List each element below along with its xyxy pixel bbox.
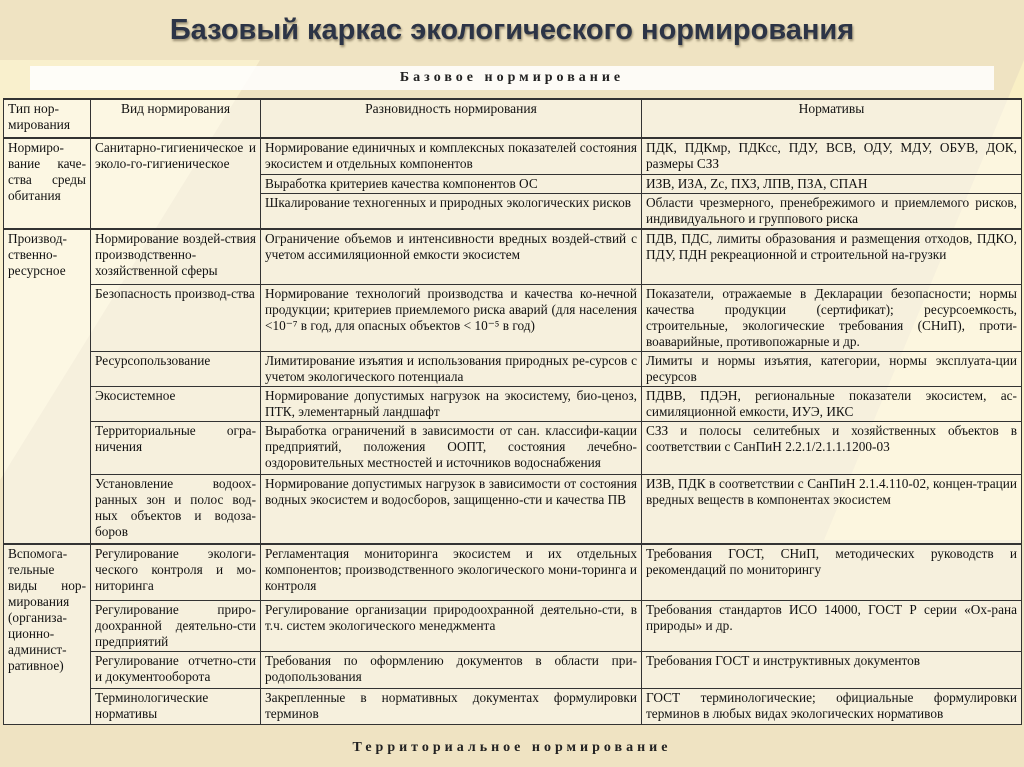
next-section-label: Территориальное нормирование [352,740,672,755]
table-row [4,688,1022,724]
cell-normalization-kind: Безопасность производ-ства [91,284,261,351]
cell-normalization-kind: Регулирование отчетно-сти и документооборота [91,651,261,688]
cell-norms: Показатели, отражаемые в Декларации безопасности; нормы качества продукции (сертификат); ресурсоемкость, строительные, экологические требования (СНиП), проти-воаварийные, противопожарные и др. [642,284,1022,351]
table-row [4,229,1022,284]
cell-normalization-variety: Нормирование единичных и комплексных показателей состояния экосистем и отдельных компонентов [261,138,642,174]
cell-norms: ПДВ, ПДС, лимиты образования и размещения отходов, ПДКО, ПДУ, ПДН рекреационной и строительной на-грузки [642,229,1022,284]
header-type: Тип нор-мирования [4,99,91,138]
table-row [4,651,1022,688]
cell-normalization-variety: Регламентация мониторинга экосистем и их отдельных компонентов; производственного экологического мони-торинга и контроля [261,544,642,600]
cell-normalization-kind: Терминологические нормативы [91,688,261,724]
cell-normalization-variety: Регулирование организации природоохранной деятельно-сти, в т.ч. систем экологического менеджмента [261,600,642,651]
cell-norms: ПДК, ПДКмр, ПДКсс, ПДУ, ВСВ, ОДУ, МДУ, ОБУВ, ДОК, размеры СЗЗ [642,138,1022,174]
table-header-row [4,99,1022,138]
cell-normalization-variety: Выработка ограничений в зависимости от сан. классифи-кации предприятий, положения ООПТ, состояния лечебно-оздоровительных местностей и источников водоснабжения [261,421,642,474]
cell-normalization-type: Вспомога-тельные виды нор-мирования (организа-ционно-админист-ративное) [4,544,91,724]
cell-normalization-variety: Лимитирование изъятия и использования природных ре-сурсов с учетом экологического потенциала [261,351,642,386]
cell-norms: Лимиты и нормы изъятия, категории, нормы эксплуата-ции ресурсов [642,351,1022,386]
table-row [4,600,1022,651]
cell-normalization-kind: Ресурсопользование [91,351,261,386]
cell-normalization-type: Нормиро-вание каче-ства среды обитания [4,138,91,229]
cell-normalization-kind: Санитарно-гигиеническое и эколо-го-гигиеническое [91,138,261,229]
cell-normalization-kind: Экосистемное [91,386,261,421]
cell-normalization-type: Производ-ственно-ресурсное [4,229,91,544]
cell-norms: ПДВВ, ПДЭН, региональные показатели экосистем, ас-симиляционной емкости, ИУЭ, ИКС [642,386,1022,421]
cell-norms: ГОСТ терминологические; официальные формулировки терминов в любых видах экологических нормативов [642,688,1022,724]
cell-normalization-variety: Нормирование допустимых нагрузок на экосистему, био-ценоз, ПТК, элементарный ландшафт [261,386,642,421]
cell-norms: Требования стандартов ИСО 14000, ГОСТ Р серии «Ох-рана природы» и др. [642,600,1022,651]
cell-normalization-variety: Шкалирование техногенных и природных экологических рисков [261,193,642,229]
cell-norms: Области чрезмерного, пренебрежимого и приемлемого рисков, индивидуального и группового риска [642,193,1022,229]
cell-normalization-kind: Регулирование экологи-ческого контроля и мо-ниторинга [91,544,261,600]
table-row [4,386,1022,421]
cell-norms: ИЗВ, ИЗА, Zc, ПХЗ, ЛПВ, ПЗА, СПАН [642,174,1022,193]
cell-norms: Требования ГОСТ, СНиП, методических руководств и рекомендаций по мониторингу [642,544,1022,600]
cell-normalization-variety: Выработка критериев качества компонентов ОС [261,174,642,193]
cell-normalization-variety: Закрепленные в нормативных документах формулировки терминов [261,688,642,724]
cell-normalization-variety: Требования по оформлению документов в области при-родопользования [261,651,642,688]
norms-table [3,98,1022,725]
table-row [4,474,1022,544]
slide-title: Базовый каркас экологического нормирования [169,14,855,46]
cell-normalization-kind: Нормирование воздей-ствия производственно-хозяйственной сферы [91,229,261,284]
header-norms: Нормативы [642,99,1022,138]
table-row [4,544,1022,600]
table-row [4,351,1022,386]
header-kind: Вид нормирования [91,99,261,138]
cell-norms: ИЗВ, ПДК в соответствии с СанПиН 2.1.4.110-02, концен-трации вредных веществ в компонентах экосистем [642,474,1022,544]
header-variety: Разновидность нормирования [261,99,642,138]
cell-norms: СЗЗ и полосы селитебных и хозяйственных объектов в соответствии с СанПиН 2.2.1/2.1.1.1200-03 [642,421,1022,474]
cell-normalization-variety: Ограничение объемов и интенсивности вредных воздей-ствий с учетом ассимиляционной емкости экосистем [261,229,642,284]
table-row [4,421,1022,474]
cell-normalization-kind: Регулирование приро-доохранной деятельно-сти предприятий [91,600,261,651]
cell-norms: Требования ГОСТ и инструктивных документов [642,651,1022,688]
section-subtitle: Базовое нормирование [30,66,994,90]
table-row [4,284,1022,351]
table-row [4,138,1022,174]
cell-normalization-variety: Нормирование допустимых нагрузок в зависимости от состояния водных экосистем и водосборов, защищенно-сти и качества ПВ [261,474,642,544]
cell-normalization-kind: Территориальные огра-ничения [91,421,261,474]
cell-normalization-variety: Нормирование технологий производства и качества ко-нечной продукции; критериев приемлемого риска аварий (для населения <10⁻⁷ в год, для опасных объектов < 10⁻⁵ в год) [261,284,642,351]
cell-normalization-kind: Установление водоох-ранных зон и полос вод-ных объектов и водоза-боров [91,474,261,544]
